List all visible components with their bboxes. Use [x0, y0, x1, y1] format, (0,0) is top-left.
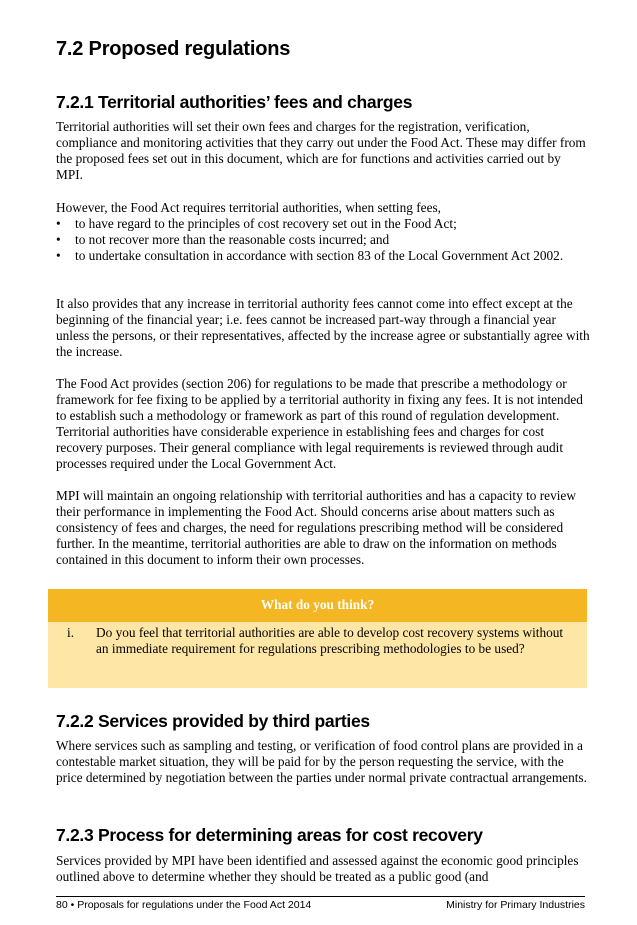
question-text: Do you feel that territorial authorities are able to develop cost recovery systems without an immediate requirement for regulations prescribing methodologies to be used?: [96, 625, 564, 656]
paragraph-fee-increase: It also provides that any increase in territorial authority fees cannot come into effect except at the beginning of the financial year; i.e. fees cannot be increased part-way through a financial year unless the persons, or their representatives, affected by the increase agree or substantially agree with the increase.: [56, 296, 590, 359]
paragraph-food-act-requires: However, the Food Act requires territorial authorities, when setting fees,: [56, 200, 441, 215]
bullet-icon: •: [56, 232, 61, 247]
section-heading: 7.2 Proposed regulations: [56, 38, 291, 60]
subsection-heading-third-parties: 7.2.2 Services provided by third parties: [56, 711, 370, 731]
question-number: i.: [67, 625, 75, 640]
paragraph-mpi-relationship: MPI will maintain an ongoing relationship with territorial authorities and has a capacity to review their performance in implementing the Food Act. Should concerns arise about matters such as consistency of fees and charges, the need for regulations prescribing method will be considered further. In the meantime, territorial authorities are able to draw on the information on methods contained in this document to inform their own processes.: [56, 488, 576, 567]
footer-page-info: 80 • Proposals for regulations under the Food Act 2014: [56, 899, 312, 911]
callout-heading: What do you think?: [48, 589, 587, 622]
subsection-heading-fees: 7.2.1 Territorial authorities’ fees and charges: [56, 92, 413, 112]
list-item-text: to have regard to the principles of cost recovery set out in the Food Act;: [75, 216, 457, 231]
list-item: [56, 248, 591, 264]
bullet-icon: •: [56, 248, 61, 263]
bullet-icon: •: [56, 216, 61, 231]
subsection-heading-cost-recovery-process: 7.2.3 Process for determining areas for cost recovery: [56, 825, 483, 845]
list-item: [56, 232, 591, 248]
paragraph-fees-intro: Territorial authorities will set their own fees and charges for the registration, verification, compliance and monitoring activities that they carry out under the Food Act. These may differ from the proposed fees set out in this document, which are for functions and activities carried out by MPI.: [56, 119, 586, 182]
feedback-callout-box: [48, 589, 587, 688]
paragraph-cost-recovery-process: Services provided by MPI have been identified and assessed against the economic good principles outlined above to determine whether they should be treated as a public good (and: [56, 853, 579, 884]
list-item-text: to undertake consultation in accordance with section 83 of the Local Government Act 2002.: [75, 248, 564, 263]
list-item-text: to not recover more than the reasonable costs incurred; and: [75, 232, 390, 247]
footer-divider: [56, 896, 585, 897]
requirements-list: [56, 216, 591, 264]
footer-organisation: Ministry for Primary Industries: [446, 899, 585, 911]
list-item: [56, 216, 591, 232]
paragraph-section-206: The Food Act provides (section 206) for regulations to be made that prescribe a methodology or framework for fee fixing to be applied by a territorial authority in fixing any fees. It is not intended to establish such a methodology or framework as part of this round of regulation development. Territorial authorities have considerable experience in establishing fees and charges for cost recovery purposes. Their general compliance with legal requirements is reviewed through audit processes required under the Local Government Act.: [56, 376, 583, 471]
paragraph-third-parties: Where services such as sampling and testing, or verification of food control plans are provided in a contestable market situation, they will be paid for by the person requesting the service, with the price determined by negotiation between the parties under normal private contractual arrangements.: [56, 738, 587, 785]
